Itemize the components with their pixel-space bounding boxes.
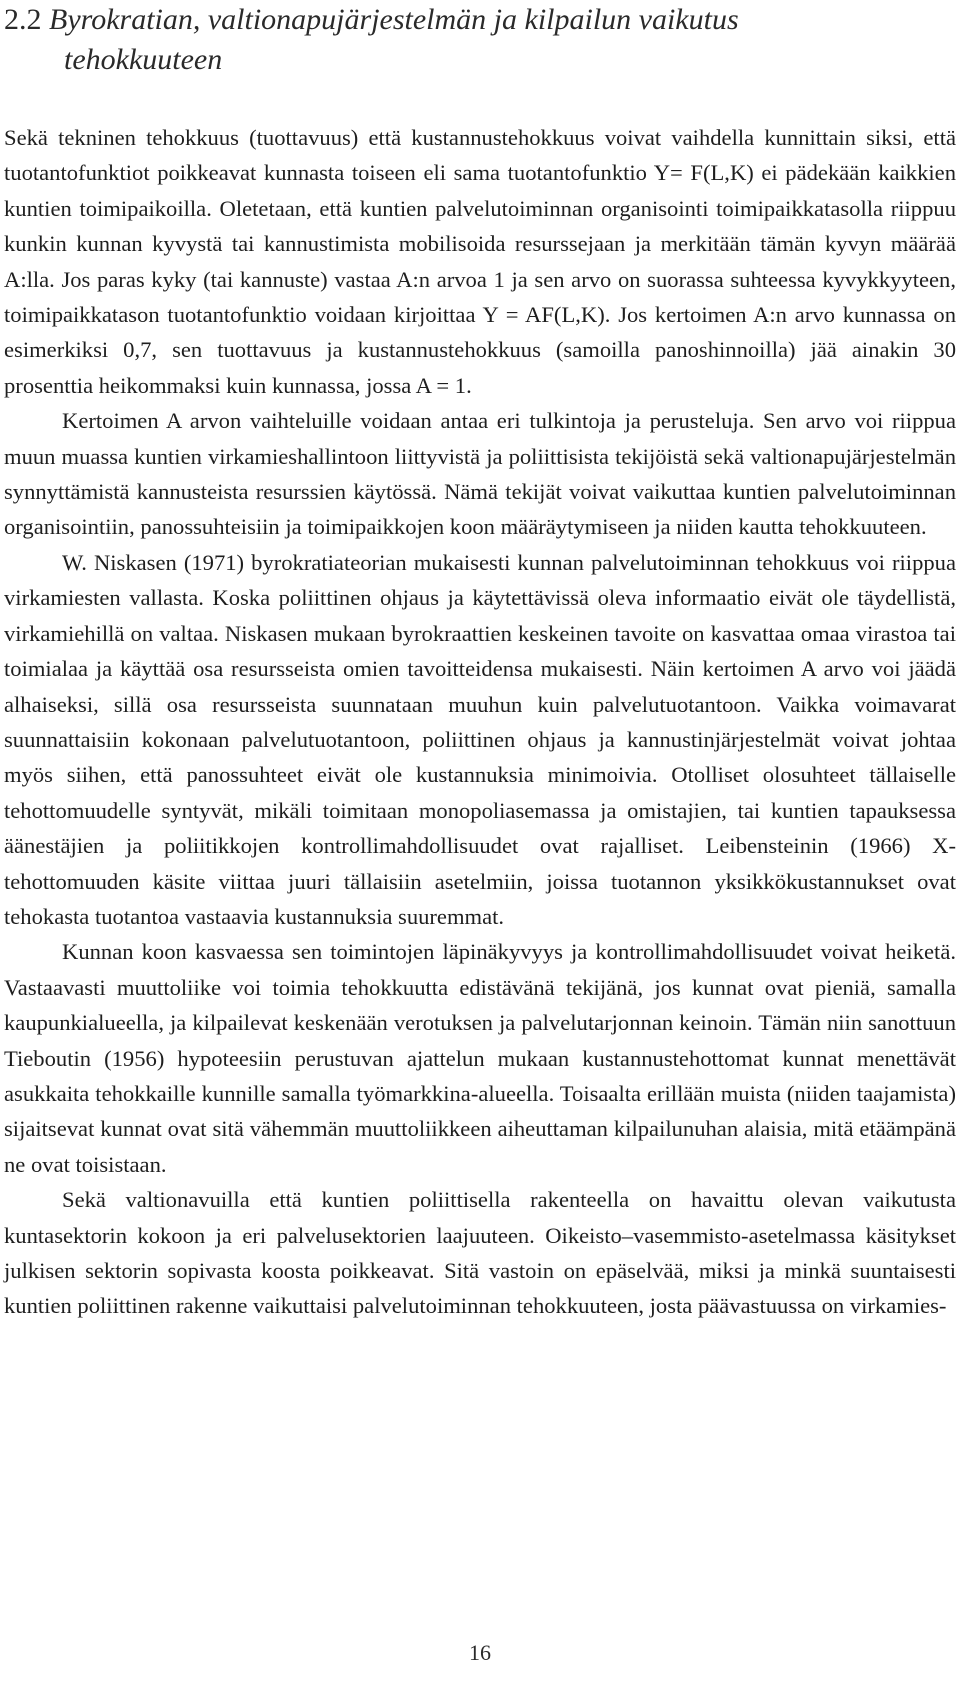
section-title-line2: tehokkuuteen [64,43,223,76]
document-page [4,0,956,1324]
paragraph-1: Sekä tekninen tehokkuus (tuottavuus) että kustannustehokkuus voivat vaihdella kunnittain siksi, että tuotantofunktiot poikkeavat kunnasta toiseen eli sama tuotantofunktio Y= F(L,K) ei pädekään kaikkien kuntien toimipaikoilla. Oletetaan, että kuntien palvelutoiminnan organisointi toimipaikkatasolla riippuu kunkin kunnan kyvystä tai kannustimista mobilisoida resurssejaan ja merkitään tämän kyvyn määrää A:lla. Jos paras kyky (tai kannuste) vastaa A:n arvoa 1 ja sen arvo on suorassa suhteessa kyvykkyyteen, toimipaikkatason tuotantofunktio voidaan kirjoittaa Y = AF(L,K). Jos kertoimen A:n arvo kunnassa on esimerkiksi 0,7, sen tuottavuus ja kustannustehokkuus (samoilla panoshinnoilla) jää ainakin 30 prosenttia heikommaksi kuin kunnassa, jossa A = 1. [4,125,956,398]
paragraph-5: Sekä valtionavuilla että kuntien poliittisella rakenteella on havaittu olevan vaikutusta kuntasektorin kokoon ja eri palvelusektorien laajuuteen. Oikeisto–vasemmisto-asetelmassa käsitykset julkisen sektorin sopivasta koosta poikkeavat. Sitä vastoin on epäselvää, miksi ja minkä suuntaisesti kuntien poliittinen rakenne vaikuttaisi palvelutoiminnan tehokkuuteen, josta päävastuussa on virkamies- [4,1187,956,1319]
paragraph-2: Kertoimen A arvon vaihteluille voidaan antaa eri tulkintoja ja perusteluja. Sen arvo voi riippua muun muassa kuntien virkamieshallintoon liittyvistä ja poliittisista tekijöistä sekä valtionapujärjestelmän synnyttämistä kannusteista resurssien käytössä. Nämä tekijät voivat vaikuttaa kuntien palvelutoiminnan organisointiin, panossuhteisiin ja toimipaikkojen koon määräytymiseen ja niiden kautta tehokkuuteen. [4,408,956,540]
page-number: 16 [469,1640,491,1665]
paragraph-3: W. Niskasen (1971) byrokratiateorian mukaisesti kunnan palvelutoiminnan tehokkuus voi riippua virkamiesten vallasta. Koska poliittinen ohjaus ja käytettävissä oleva informaatio eivät ole täydellistä, virkamiehillä on valtaa. Niskasen mukaan byrokraattien keskeinen tavoite on kasvattaa omaa virastoa tai toimialaa ja käyttää osa resursseista omien tavoitteidensa mukaisesti. Näin kertoimen A arvo voi jäädä alhaiseksi, sillä osa resursseista suunnataan muuhun kuin palvelutuotantoon. Vaikka voimavarat suunnattaisiin kokonaan palvelutuotantoon, poliittinen ohjaus ja kannustinjärjestelmät voivat johtaa myös siihen, että panossuhteet eivät ole kustannuksia minimoivia. Otolliset olosuhteet tällaiselle tehottomuudelle syntyvät, mikäli toimitaan monopoliasemassa ja omistajien, tai kuntien tapauksessa äänestäjien ja poliitikkojen kontrollimahdollisuudet ovat rajalliset. Leibensteinin (1966) X-tehottomuuden käsite viittaa juuri tällaisiin asetelmiin, joissa tuotannon yksikkökustannukset ovat tehokasta tuotantoa vastaavia kustannuksia suuremmat. [4,549,956,929]
body-text [4,120,956,1324]
section-heading [4,0,956,80]
paragraph-4: Kunnan koon kasvaessa sen toimintojen läpinäkyvyys ja kontrollimahdollisuudet voivat heiketä. Vastaavasti muuttoliike voi toimia tehokkuutta edistävänä tekijänä, jos kunnat ovat pieniä, samalla kaupunkialueella, ja kilpailevat keskenään verotuksen ja palvelutarjonnan keinoin. Tämän niin sanottuun Tieboutin (1956) hypoteesiin perustuvan ajattelun mukaan kustannustehottomat kunnat menettävät asukkaita tehokkaille kunnille samalla työmarkkina-alueella. Toisaalta erillään muista (niiden taajamista) sijaitsevat kunnat ovat sitä vähemmän muuttoliikkeen aiheuttaman kilpailunuhan alaisia, mitä etäämpänä ne ovat toisistaan. [4,939,956,1177]
section-number: 2.2 [4,3,42,36]
section-title-line1: Byrokratian, valtionapujärjestelmän ja kilpailun vaikutus [49,3,739,36]
